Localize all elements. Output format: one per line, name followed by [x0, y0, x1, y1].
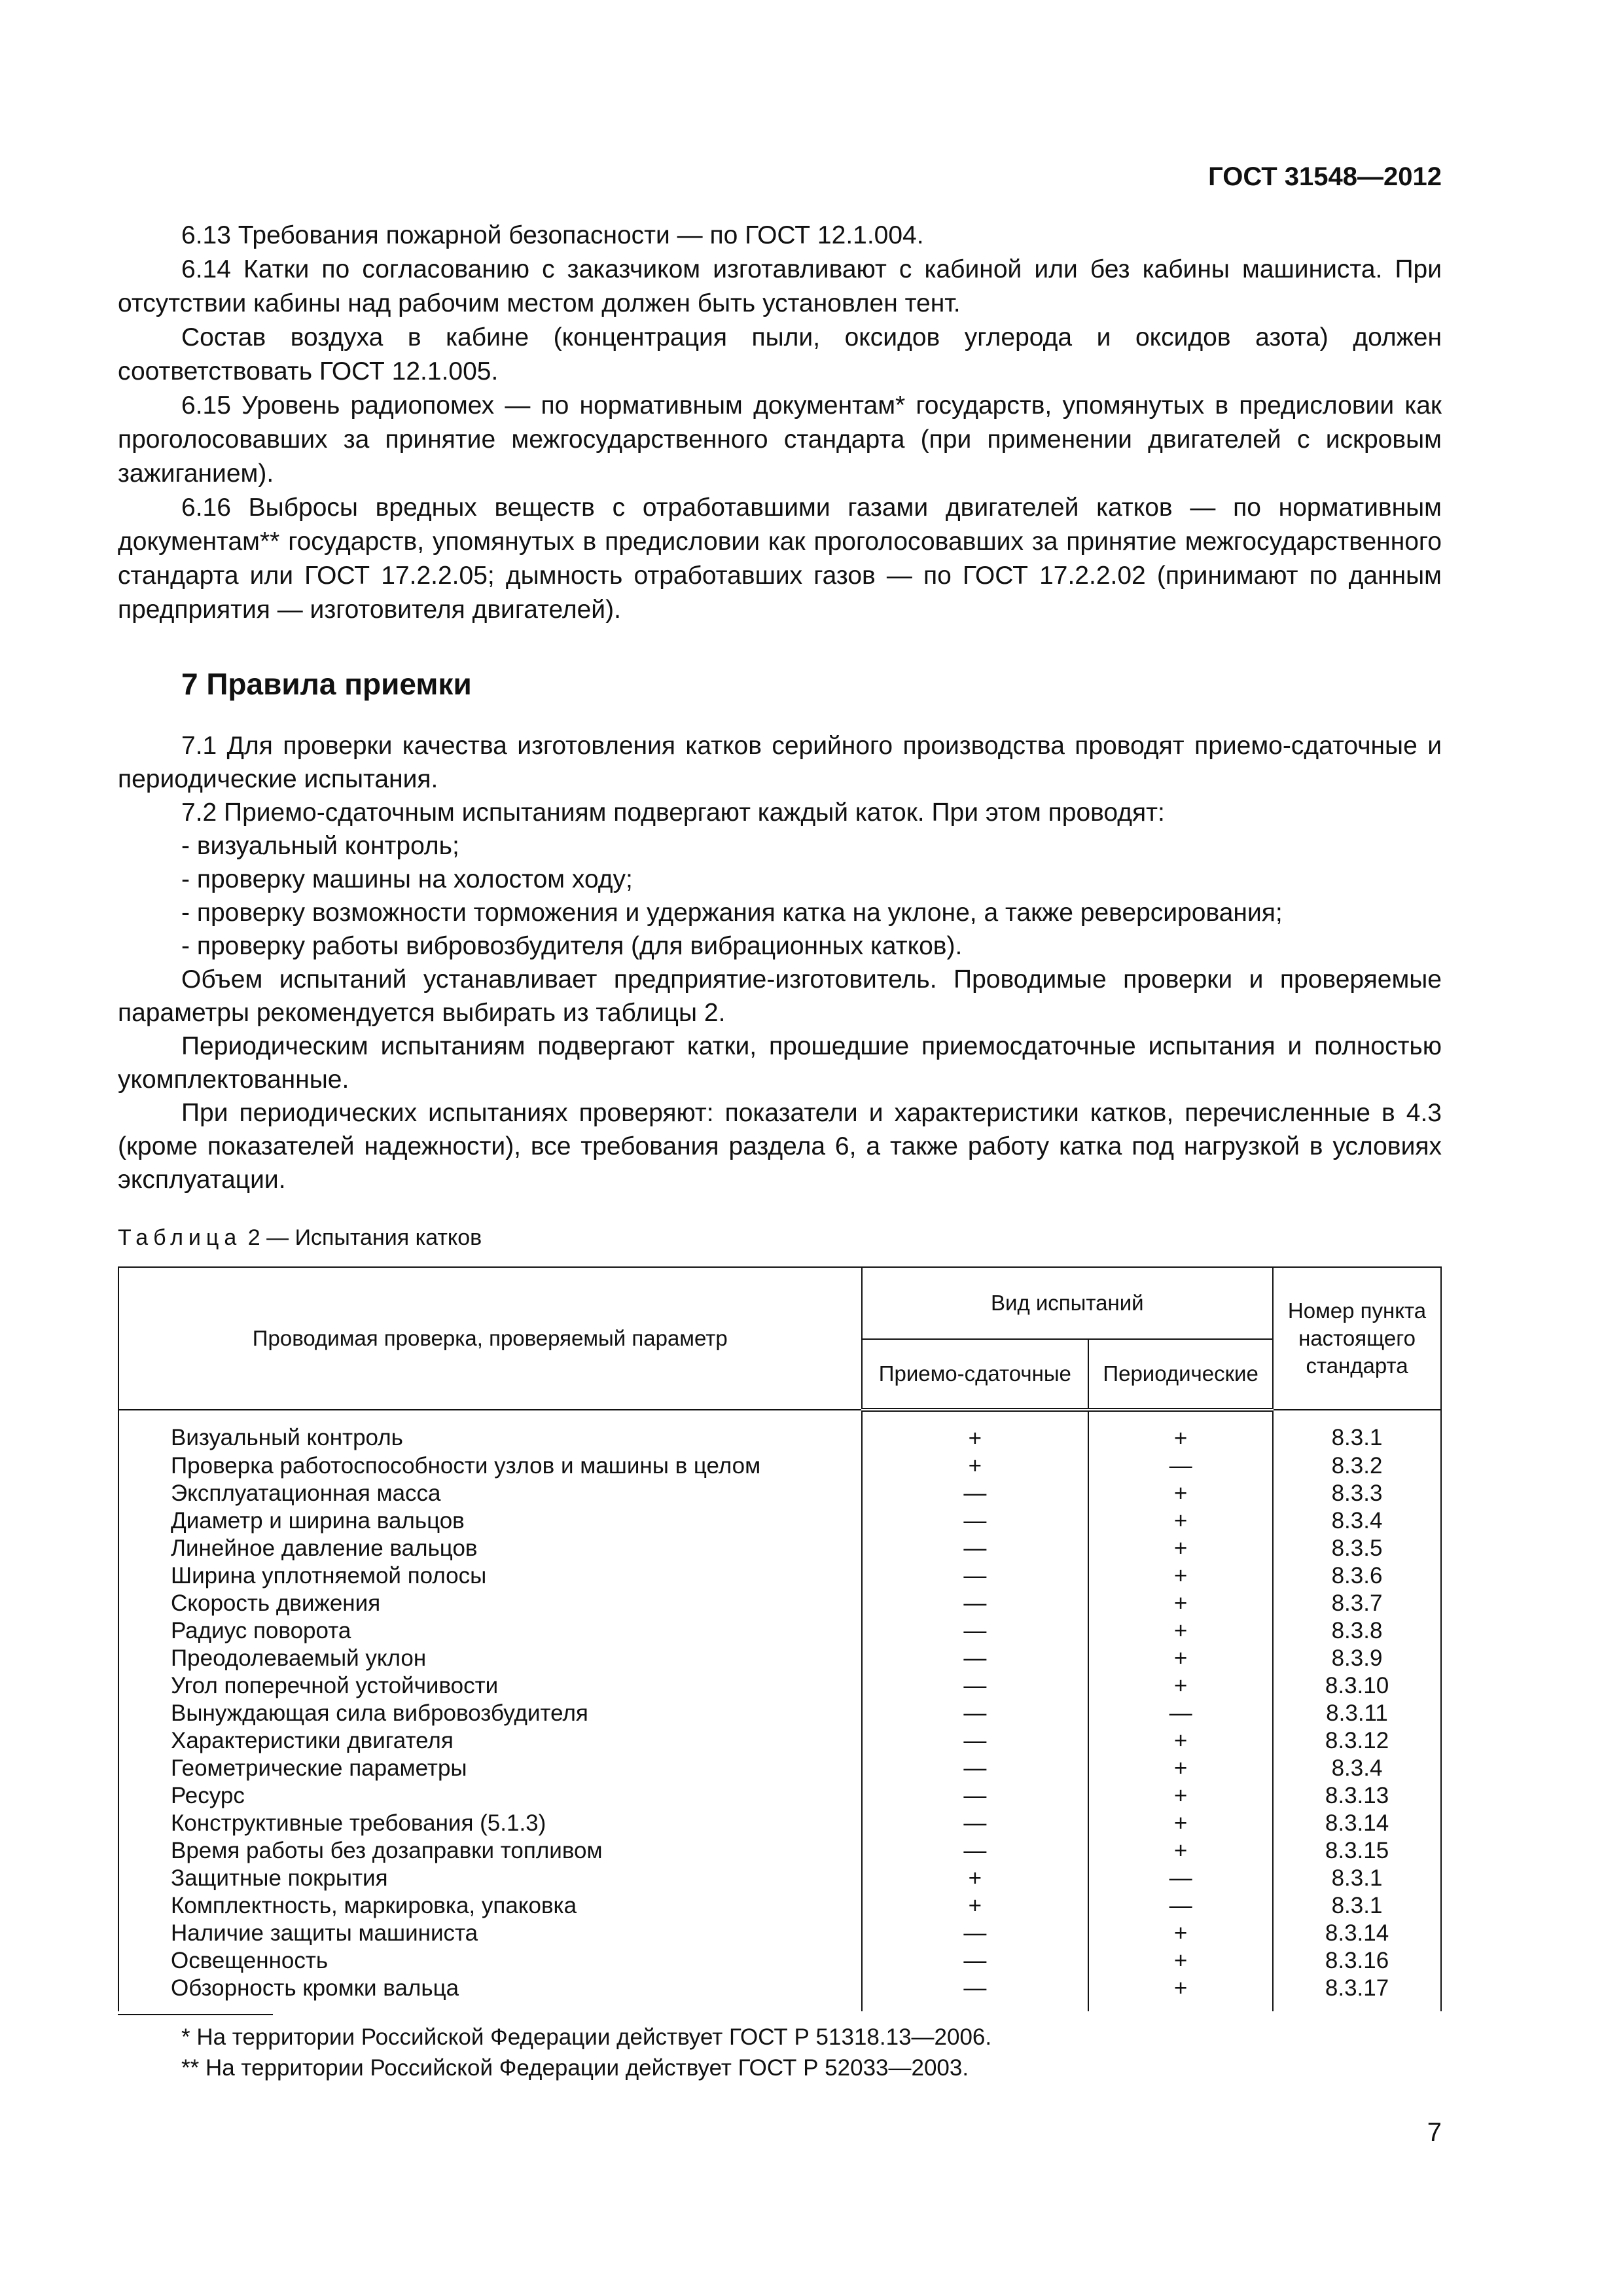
row-acceptance: — [862, 1562, 1089, 1590]
table-row [118, 1617, 1441, 1645]
table-row [118, 1535, 1441, 1562]
row-clause: 8.3.10 [1273, 1672, 1441, 1700]
row-param: Комплектность, маркировка, упаковка [118, 1892, 862, 1920]
row-periodic: + [1088, 1480, 1273, 1507]
table-row [118, 1452, 1441, 1480]
row-param: Вынуждающая сила вибровозбудителя [118, 1700, 862, 1727]
footnote-1: * На территории Российской Федерации действует ГОСТ Р 51318.13—2006. [181, 2024, 992, 2050]
table-row [118, 1410, 1441, 1452]
table-row [118, 1810, 1441, 1837]
list-item: - проверку работы вибровозбудителя (для вибрационных катков). [181, 932, 963, 960]
row-param: Диаметр и ширина вальцов [118, 1507, 862, 1535]
row-param: Ресурс [118, 1782, 862, 1810]
paragraph-6-14: 6.14 Катки по согласованию с заказчиком изготавливают с кабиной или без кабины машиниста. При отсутствии кабины над рабочим местом должен быть установлен тент. [118, 255, 1442, 317]
row-acceptance: — [862, 1837, 1089, 1865]
row-periodic: — [1088, 1700, 1273, 1727]
row-param: Линейное давление вальцов [118, 1535, 862, 1562]
row-param: Защитные покрытия [118, 1865, 862, 1892]
row-periodic: + [1088, 1617, 1273, 1645]
page-number: 7 [1427, 2118, 1442, 2147]
row-param: Конструктивные требования (5.1.3) [118, 1810, 862, 1837]
footnote-2: ** На территории Российской Федерации действует ГОСТ Р 52033—2003. [181, 2055, 969, 2081]
table-row [118, 1700, 1441, 1727]
table-caption-title: 2 — Испытания катков [247, 1225, 482, 1250]
header-kind: Вид испытаний [862, 1267, 1274, 1339]
row-param: Освещенность [118, 1947, 862, 1975]
row-acceptance: + [862, 1892, 1089, 1920]
row-param: Геометрические параметры [118, 1755, 862, 1782]
list-item: - проверку возможности торможения и удержания катка на уклоне, а также реверсирования; [181, 899, 1283, 927]
header-periodic: Периодические [1088, 1339, 1273, 1410]
tests-table [118, 1266, 1442, 2011]
section-6-text [118, 219, 1442, 627]
paragraph-7-1: 7.1 Для проверки качества изготовления катков серийного производства проводят приемо-сдаточные и периодические испытания. [118, 732, 1442, 793]
table-row [118, 1975, 1441, 2011]
row-periodic: + [1088, 1947, 1273, 1975]
row-clause: 8.3.8 [1273, 1617, 1441, 1645]
row-clause: 8.3.1 [1273, 1410, 1441, 1452]
row-clause: 8.3.6 [1273, 1562, 1441, 1590]
paragraph-6-16: 6.16 Выбросы вредных веществ с отработавшими газами двигателей катков — по нормативным документам** государств, упомянутых в предисловии как проголосовавших за принятие межгосударственного стандарта или ГОСТ 17.2.2.05; дымность отработавших газов — по ГОСТ 17.2.2.02 (принимают по данным предприятия — изготовителя двигателей). [118, 493, 1442, 624]
table-row [118, 1507, 1441, 1535]
row-acceptance: — [862, 1507, 1089, 1535]
row-clause: 8.3.2 [1273, 1452, 1441, 1480]
row-clause: 8.3.15 [1273, 1837, 1441, 1865]
row-acceptance: + [862, 1865, 1089, 1892]
row-clause: 8.3.14 [1273, 1920, 1441, 1947]
row-periodic: — [1088, 1865, 1273, 1892]
row-clause: 8.3.4 [1273, 1755, 1441, 1782]
paragraph-scope: Объем испытаний устанавливает предприятие-изготовитель. Проводимые проверки и проверяемые параметры рекомендуется выбирать из таблицы 2. [118, 965, 1442, 1027]
row-param: Характеристики двигателя [118, 1727, 862, 1755]
row-acceptance: — [862, 1672, 1089, 1700]
row-periodic: + [1088, 1810, 1273, 1837]
table-caption [118, 1225, 482, 1251]
row-acceptance: — [862, 1727, 1089, 1755]
row-clause: 8.3.17 [1273, 1975, 1441, 2011]
list-item: - визуальный контроль; [181, 832, 459, 860]
table-row [118, 1837, 1441, 1865]
table-row [118, 1672, 1441, 1700]
row-acceptance: + [862, 1452, 1089, 1480]
paragraph-6-13: 6.13 Требования пожарной безопасности — по ГОСТ 12.1.004. [181, 221, 924, 249]
row-clause: 8.3.5 [1273, 1535, 1441, 1562]
paragraph-periodic: Периодическим испытаниям подвергают катки, прошедшие приемосдаточные испытания и полностью укомплектованные. [118, 1032, 1442, 1094]
row-param: Наличие защиты машиниста [118, 1920, 862, 1947]
paragraph-air: Состав воздуха в кабине (концентрация пыли, оксидов углерода и оксидов азота) должен соответствовать ГОСТ 12.1.005. [118, 323, 1442, 386]
header-acceptance: Приемо-сдаточные [862, 1339, 1089, 1410]
table-row [118, 1782, 1441, 1810]
table-body [118, 1410, 1441, 2011]
row-periodic: + [1088, 1562, 1273, 1590]
paragraph-6-15: 6.15 Уровень радиопомех — по нормативным документам* государств, упомянутых в предисловии как проголосовавших за принятие межгосударственного стандарта (при применении двигателей с искровым зажиганием). [118, 391, 1442, 488]
table-caption-label: Таблица [118, 1225, 242, 1250]
row-clause: 8.3.4 [1273, 1507, 1441, 1535]
row-periodic: + [1088, 1727, 1273, 1755]
row-param: Проверка работоспособности узлов и машины в целом [118, 1452, 862, 1480]
row-acceptance: + [862, 1410, 1089, 1452]
row-clause: 8.3.7 [1273, 1590, 1441, 1617]
row-acceptance: — [862, 1645, 1089, 1672]
header-param: Проводимая проверка, проверяемый параметр [118, 1267, 862, 1410]
paragraph-7-2: 7.2 Приемо-сдаточным испытаниям подвергают каждый каток. При этом проводят: [181, 798, 1165, 827]
row-clause: 8.3.9 [1273, 1645, 1441, 1672]
row-acceptance: — [862, 1920, 1089, 1947]
row-clause: 8.3.3 [1273, 1480, 1441, 1507]
row-clause: 8.3.1 [1273, 1892, 1441, 1920]
document-code: ГОСТ 31548—2012 [1208, 162, 1442, 191]
paragraph-periodic-checks: При периодических испытаниях проверяют: показатели и характеристики катков, перечисленные в 4.3 (кроме показателей надежности), все требования раздела 6, а также работу катка под нагрузкой в условиях эксплуатации. [118, 1099, 1442, 1194]
row-periodic: + [1088, 1920, 1273, 1947]
footnote-divider [118, 2014, 273, 2015]
row-clause: 8.3.1 [1273, 1865, 1441, 1892]
row-periodic: + [1088, 1535, 1273, 1562]
row-param: Обзорность кромки вальца [118, 1975, 862, 2011]
row-param: Преодолеваемый уклон [118, 1645, 862, 1672]
row-periodic: + [1088, 1645, 1273, 1672]
table-row [118, 1892, 1441, 1920]
list-item: - проверку машины на холостом ходу; [181, 865, 633, 893]
row-acceptance: — [862, 1535, 1089, 1562]
table-row [118, 1920, 1441, 1947]
row-acceptance: — [862, 1617, 1089, 1645]
row-param: Радиус поворота [118, 1617, 862, 1645]
row-acceptance: — [862, 1700, 1089, 1727]
row-clause: 8.3.16 [1273, 1947, 1441, 1975]
section-7-text [118, 729, 1442, 1196]
row-clause: 8.3.11 [1273, 1700, 1441, 1727]
row-param: Визуальный контроль [118, 1410, 862, 1452]
row-clause: 8.3.13 [1273, 1782, 1441, 1810]
row-acceptance: — [862, 1480, 1089, 1507]
row-clause: 8.3.12 [1273, 1727, 1441, 1755]
row-param: Эксплуатационная масса [118, 1480, 862, 1507]
row-param: Ширина уплотняемой полосы [118, 1562, 862, 1590]
row-periodic: + [1088, 1755, 1273, 1782]
row-acceptance: — [862, 1947, 1089, 1975]
row-param: Угол поперечной устойчивости [118, 1672, 862, 1700]
row-clause: 8.3.14 [1273, 1810, 1441, 1837]
header-clause: Номер пункта настоящего стандарта [1273, 1267, 1441, 1410]
row-periodic: + [1088, 1672, 1273, 1700]
row-acceptance: — [862, 1782, 1089, 1810]
row-periodic: — [1088, 1452, 1273, 1480]
table-row [118, 1727, 1441, 1755]
table-row [118, 1755, 1441, 1782]
table-row [118, 1645, 1441, 1672]
row-acceptance: — [862, 1755, 1089, 1782]
row-periodic: + [1088, 1410, 1273, 1452]
row-periodic: + [1088, 1590, 1273, 1617]
table-row [118, 1590, 1441, 1617]
table-row [118, 1947, 1441, 1975]
row-periodic: — [1088, 1892, 1273, 1920]
row-periodic: + [1088, 1837, 1273, 1865]
table-row [118, 1865, 1441, 1892]
row-periodic: + [1088, 1975, 1273, 2011]
row-param: Скорость движения [118, 1590, 862, 1617]
table-row [118, 1562, 1441, 1590]
section-heading: 7 Правила приемки [181, 667, 472, 701]
row-acceptance: — [862, 1590, 1089, 1617]
row-acceptance: — [862, 1975, 1089, 2011]
table-row [118, 1480, 1441, 1507]
row-acceptance: — [862, 1810, 1089, 1837]
row-param: Время работы без дозаправки топливом [118, 1837, 862, 1865]
row-periodic: + [1088, 1782, 1273, 1810]
row-periodic: + [1088, 1507, 1273, 1535]
